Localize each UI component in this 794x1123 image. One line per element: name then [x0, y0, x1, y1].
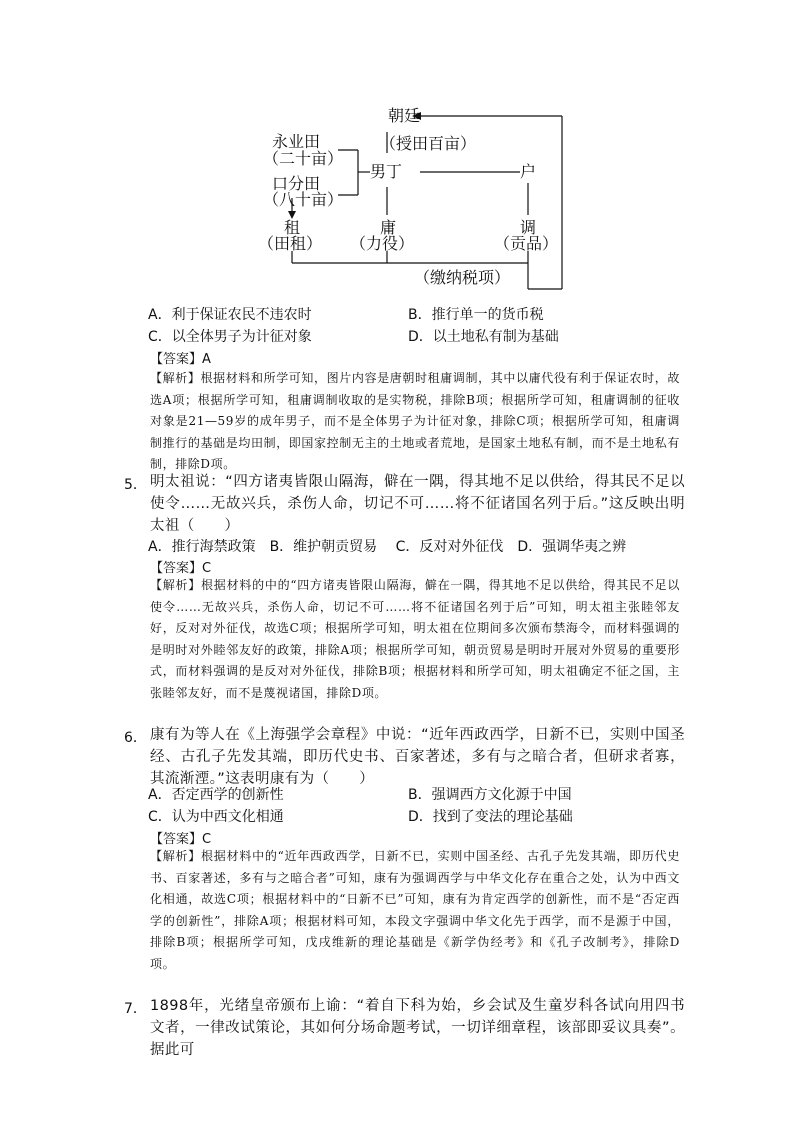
diao-label: 调	[520, 218, 537, 237]
q5-explanation: 【解析】根据材料的中的“四方诸夷皆限山隔海，僻在一隅，得其地不足以供给，得其民不足以使令……无故兴兵，杀伤人命，切记不可……将不征诸国名列于后”可知，明太祖主张睦邻友好，反对对外征伐，故选C项；根据所学可知，明太祖在位期间多次颁布禁海令，而材料强调的是明时对外睦邻友好的政策，排除A项；根据所学可知，朝贡贸易是明时开展对外贸易的重要形式，而材料强调的是反对对外征伐，排除B项；根据材料和所学可知，明太祖确定不征之国，主张睦邻友好，而不是蔑视诸国，排除D项。	[150, 578, 680, 700]
q7-question: 1898年，光绪皇帝颁布上谕：“着自下科为始，乡会试及生童岁科各试向用四书文者，一律改试策论，其如何分场命题考试，一切详细章程，该部即妥议具奏”。据此可	[150, 998, 685, 1058]
q6-explanation: 【解析】根据材料中的“近年西政西学，日新不已，实则中国圣经、古孔子先发其端，即历代史书、百家著述，多有与之暗合者”可知，康有为强调西学与中华文化存在重合之处，认为中西文化相通，故选C项；根据材料中的“日新不已”可知，康有为肯定西学的创新性，而不是“否定西学的创新性”，排除A项；根据材料可知，本段文字强调中华文化先于西学，而不是源于中国，排除B项；根据所学可知，戊戌维新的理论基础是《新学伪经考》和《孔子改制考》，排除D项。	[150, 849, 680, 971]
q4-option-b: B．推行单一的货币税	[408, 307, 544, 323]
yongyetian-amount: （二十亩）	[263, 149, 344, 168]
q5-answer: 【答案】C	[150, 561, 212, 576]
diao-note: （贡品）	[494, 234, 559, 253]
yong-label: 庸	[380, 218, 397, 237]
household-label: 户	[520, 162, 537, 181]
q5-question: 明太祖说：“四方诸夷皆限山隔海，僻在一隅，得其地不足以供给，得其民不足以使令……无故兴兵，杀伤人命，切记不可……将不征诸国名列于后。”这反映出明太祖（ ）	[150, 474, 685, 534]
q5-number: 5．	[124, 477, 147, 493]
q4-explanation: 【解析】根据材料和所学可知，图片内容是唐朝时租庸调制，其中以庸代役有利于保证农时，故选A项；根据所学可知，租庸调制收取的是实物税，排除B项；根据所学可知，租庸调制的征收对象是21—59岁的成年男子，而不是全体男子为计征对象，排除C项；根据所学可知，租庸调制推行的基础是均田制，即国家控制无主的土地或者荒地，是国家土地私有制，而不是土地私有制，排除D项。	[150, 371, 680, 471]
grant-label: （授田百亩）	[380, 134, 477, 153]
q7-number: 7．	[124, 1001, 147, 1017]
male-label: 男丁	[370, 162, 403, 181]
q6-option-c: C．认为中西文化相通	[148, 809, 284, 825]
tax-label: （缴纳税项）	[414, 268, 511, 287]
q6-option-a: A．否定西学的创新性	[148, 787, 284, 803]
q6-option-b: B．强调西方文化源于中国	[408, 787, 572, 803]
q4-option-c: C．以全体男子为计征对象	[148, 329, 312, 345]
q4-option-a: A．利于保证农民不违农时	[148, 307, 312, 323]
q6-question: 康有为等人在《上海强学会章程》中说：“近年西政西学，日新不已，实则中国圣经、古孔子先发其端，即历代史书、百家著述，多有与之暗合者，但研求者寡，其流渐湮。”这表明康有为（ ）	[150, 727, 685, 787]
koufentian-amount: （八十亩）	[263, 190, 344, 209]
q6-option-d: D．找到了变法的理论基础	[408, 809, 573, 825]
court-label: 朝廷	[388, 106, 421, 125]
q6-answer: 【答案】C	[150, 832, 212, 847]
zu-label: 租	[284, 218, 301, 237]
q4-option-d: D．以土地私有制为基础	[408, 329, 559, 345]
zu-note: （田租）	[258, 234, 323, 253]
koufentian-label: 口分田	[272, 174, 321, 193]
q4-answer: 【答案】A	[150, 352, 211, 367]
yongyetian-label: 永业田	[272, 132, 321, 151]
q5-options: A．推行海禁政策 B．维护朝贡贸易 C．反对对外征伐 D．强调华夷之辨	[148, 539, 627, 555]
tax-system-diagram	[250, 105, 570, 295]
yong-note: （力役）	[350, 234, 415, 253]
q6-number: 6．	[124, 730, 147, 746]
